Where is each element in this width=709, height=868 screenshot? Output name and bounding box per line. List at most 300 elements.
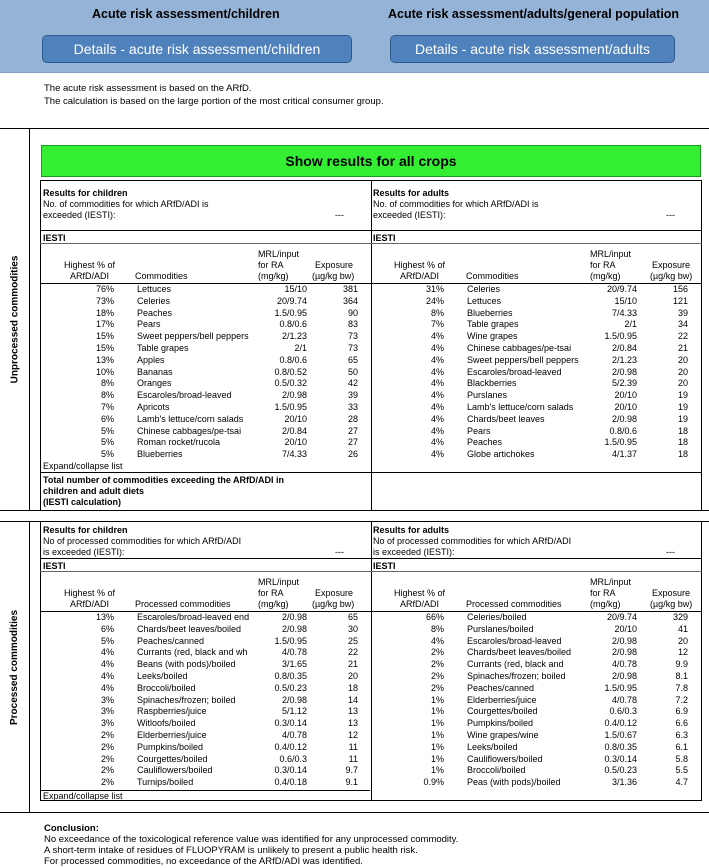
pct-cell: 4% — [430, 413, 444, 424]
table-row — [372, 658, 692, 670]
commodity-cell: Lamb's lettuce/corn salads — [137, 413, 244, 424]
exposure-cell: 18 — [677, 449, 688, 460]
exposure-cell: 19 — [677, 413, 688, 424]
mrl-cell: 20/10 — [284, 437, 307, 448]
pct-cell: 4% — [430, 343, 444, 353]
exposure-cell: 9.7 — [345, 765, 358, 776]
commodity-cell: Elderberries/juice — [137, 730, 207, 740]
pct-cell: 4% — [100, 682, 114, 693]
exposure-cell: 22 — [347, 647, 358, 658]
table-row — [42, 283, 362, 295]
exposure-cell: 42 — [347, 378, 358, 389]
mrl-cell: 0.5/0.23 — [274, 682, 307, 693]
mrl-cell: 4/1.37 — [611, 449, 637, 460]
mrl-cell: 2/0.98 — [611, 635, 637, 646]
table-row — [372, 448, 692, 460]
exposure-cell: 73 — [347, 331, 358, 342]
exposure-cell: 19 — [677, 402, 688, 412]
total-line-1: Total number of commodities exceeding the ARfD/ADI in — [43, 475, 285, 485]
pct-cell: 73% — [95, 295, 114, 306]
mrl-cell: 20/9.74 — [606, 612, 637, 622]
exposure-cell: 12 — [347, 730, 358, 740]
exposure-cell: 20 — [677, 378, 688, 389]
commodity-cell: Escaroles/broad-leaved — [467, 366, 562, 377]
mrl-cell: 7/4.33 — [611, 307, 637, 318]
pct-cell: 6% — [100, 413, 114, 424]
proc-adults-col-exposure-2: (µg/kg bw) — [650, 599, 693, 609]
table-row — [372, 776, 692, 788]
commodity-cell: Raspberries/juice — [137, 706, 207, 717]
table-row — [372, 318, 692, 330]
commodity-cell: Apricots — [137, 402, 170, 412]
mrl-cell: 4/0.78 — [281, 730, 307, 740]
table-row — [372, 425, 692, 437]
table-row — [372, 670, 692, 682]
pct-cell: 3% — [100, 694, 114, 705]
mrl-cell: 2/1.23 — [281, 331, 307, 342]
exposure-cell: 33 — [347, 402, 358, 412]
table-row — [42, 741, 362, 753]
proc-adults-iesti: IESTI — [373, 561, 396, 571]
table-row — [42, 366, 362, 378]
commodity-cell: Blueberries — [467, 307, 513, 318]
pct-cell: 2% — [100, 741, 114, 752]
exposure-cell: 20 — [677, 635, 688, 646]
unproc-adults-col-pct-1: Highest % of — [393, 260, 445, 270]
table-row — [372, 717, 692, 729]
pct-cell: 4% — [430, 425, 444, 436]
exposure-cell: 4.7 — [675, 777, 688, 788]
conclusion-line-3: For processed commodities, no exceedance of the ARfD/ADI was identified. — [44, 856, 363, 867]
unproc-children-sub2: exceeded (IESTI): — [43, 210, 116, 220]
mrl-cell: 1.5/0.95 — [604, 331, 637, 342]
proc-children-col-pct-1: Highest % of — [63, 588, 115, 598]
mrl-cell: 15/10 — [284, 284, 307, 294]
table-row — [372, 753, 692, 765]
commodity-cell: Cauliflowers/boiled — [137, 765, 213, 776]
pct-cell: 4% — [430, 366, 444, 377]
pct-cell: 2% — [100, 753, 114, 764]
exposure-cell: 5.5 — [675, 765, 688, 776]
pct-cell: 2% — [430, 682, 444, 693]
mrl-cell: 2/1 — [294, 343, 307, 353]
children-details-button[interactable]: Details - acute risk assessment/children — [42, 35, 352, 63]
mrl-cell: 4/0.78 — [281, 647, 307, 658]
pct-cell: 8% — [100, 390, 114, 401]
proc-children-sub1: No of processed commodities for which ARfD/ADI — [43, 536, 242, 546]
total-line-3: (IESTI calculation) — [43, 497, 122, 507]
pct-cell: 5% — [100, 635, 114, 646]
table-row — [372, 330, 692, 342]
exposure-cell: 13 — [347, 706, 358, 717]
pct-cell: 1% — [430, 706, 444, 717]
mrl-cell: 20/10 — [614, 402, 637, 412]
exposure-cell: 28 — [347, 413, 358, 424]
proc-children-title: Results for children — [43, 525, 128, 535]
commodity-cell: Bananas — [137, 366, 173, 377]
table-row — [372, 705, 692, 717]
proc-adults-col-exposure-1: Exposure — [652, 588, 691, 598]
pct-cell: 8% — [100, 378, 114, 389]
table-row — [42, 635, 362, 647]
table-row — [42, 670, 362, 682]
commodity-cell: Spinaches/frozen; boiled — [467, 671, 566, 681]
pct-cell: 4% — [430, 354, 444, 365]
commodity-cell: Oranges — [137, 378, 172, 389]
table-row — [372, 307, 692, 319]
table-row — [372, 283, 692, 295]
table-row — [42, 611, 362, 623]
table-row — [372, 366, 692, 378]
exposure-cell: 39 — [347, 390, 358, 401]
commodity-cell: Pumpkins/boiled — [467, 718, 534, 729]
commodity-cell: Escaroles/broad-leaved end — [137, 612, 250, 622]
mrl-cell: 2/0.98 — [611, 413, 637, 424]
commodity-cell: Turnips/boiled — [137, 777, 194, 788]
proc-adults-col-mrl-1: MRL/input — [590, 577, 632, 587]
exposure-cell: 364 — [342, 295, 358, 306]
exposure-cell: 34 — [677, 319, 688, 330]
mrl-cell: 5/1.12 — [281, 706, 307, 717]
unprocessed-side-label: Unprocessed commodities — [0, 128, 30, 511]
exposure-cell: 90 — [347, 307, 358, 318]
commodity-cell: Witloofs/boiled — [137, 718, 196, 729]
proc-children-col-exposure-2: (µg/kg bw) — [312, 599, 355, 609]
mrl-cell: 0.4/0.12 — [274, 741, 307, 752]
proc-children-col-exposure-1: Exposure — [315, 588, 354, 598]
adults-details-button[interactable]: Details - acute risk assessment/adults — [390, 35, 675, 63]
proc-children-count: --- — [335, 547, 344, 557]
table-row — [42, 330, 362, 342]
note-line-2: The calculation is based on the large portion of the most critical consumer group. — [44, 96, 384, 107]
pct-cell: 17% — [95, 319, 114, 330]
proc-adults-count: --- — [666, 547, 675, 557]
pct-cell: 1% — [430, 730, 444, 740]
mrl-cell: 5/2.39 — [611, 378, 637, 389]
proc-adults-col-mrl-2: for RA — [590, 588, 616, 598]
exposure-cell: 21 — [677, 343, 688, 353]
mrl-cell: 1.5/0.95 — [274, 307, 307, 318]
exposure-cell: 381 — [342, 284, 358, 294]
exposure-cell: 13 — [347, 718, 358, 729]
unproc-children-col-exposure-2: (µg/kg bw) — [312, 271, 355, 281]
pct-cell: 8% — [430, 623, 444, 634]
mrl-cell: 0.3/0.14 — [274, 718, 307, 729]
commodity-cell: Escaroles/broad-leaved — [467, 635, 562, 646]
mrl-cell: 20/9.74 — [276, 295, 307, 306]
table-row — [42, 694, 362, 706]
commodity-cell: Chards/beet leaves/boiled — [467, 647, 572, 658]
mrl-cell: 0.8/0.35 — [274, 671, 307, 681]
exposure-cell: 30 — [347, 623, 358, 634]
pct-cell: 2% — [100, 765, 114, 776]
pct-cell: 4% — [430, 449, 444, 460]
pct-cell: 18% — [95, 307, 114, 318]
commodity-cell: Chards/beet leaves — [467, 413, 545, 424]
pct-cell: 4% — [430, 390, 444, 401]
pct-cell: 1% — [430, 741, 444, 752]
processed-side-label: Processed commodities — [0, 521, 30, 813]
pct-cell: 15% — [95, 331, 114, 342]
exposure-cell: 22 — [677, 331, 688, 342]
commodity-cell: Pears — [467, 425, 491, 436]
commodity-cell: Globe artichokes — [467, 449, 535, 460]
show-all-crops-button[interactable]: Show results for all crops — [41, 145, 701, 177]
unproc-adults-col-commodity: Commodities — [466, 271, 519, 281]
table-row — [372, 729, 692, 741]
pct-cell: 66% — [425, 612, 444, 622]
table-row — [42, 729, 362, 741]
exposure-cell: 18 — [677, 437, 688, 448]
pct-cell: 3% — [100, 718, 114, 729]
commodity-cell: Courgettes/boiled — [137, 753, 208, 764]
unproc-children-title: Results for children — [43, 188, 128, 198]
exposure-cell: 83 — [347, 319, 358, 330]
mrl-cell: 3/1.36 — [611, 777, 637, 788]
proc-adults-title: Results for adults — [373, 525, 450, 535]
table-row — [42, 295, 362, 307]
pct-cell: 5% — [100, 437, 114, 448]
proc-children-col-commodity: Processed commodities — [135, 599, 231, 609]
mrl-cell: 20/10 — [614, 623, 637, 634]
table-row — [42, 354, 362, 366]
table-row — [42, 717, 362, 729]
unproc-adults-sub1: No. of commodities for which ARfD/ADI is — [373, 199, 539, 209]
table-row — [42, 764, 362, 776]
table-row — [42, 646, 362, 658]
pct-cell: 5% — [100, 425, 114, 436]
mrl-cell: 1.5/0.95 — [604, 437, 637, 448]
table-row — [42, 448, 362, 460]
pct-cell: 3% — [100, 706, 114, 717]
mrl-cell: 0.3/0.14 — [274, 765, 307, 776]
proc-children-iesti: IESTI — [43, 561, 66, 571]
commodity-cell: Wine grapes/wine — [467, 730, 539, 740]
exposure-cell: 12 — [677, 647, 688, 658]
exposure-cell: 8.1 — [675, 671, 688, 681]
commodity-cell: Peaches/canned — [137, 635, 205, 646]
pct-cell: 1% — [430, 753, 444, 764]
unproc-children-col-mrl-1: MRL/input — [258, 249, 300, 259]
exposure-cell: 329 — [672, 612, 688, 622]
pct-cell: 15% — [95, 343, 114, 353]
conclusion-line-1: No exceedance of the toxicological reference value was identified for any unprocessed commodity. — [44, 834, 459, 845]
exposure-cell: 9.1 — [345, 777, 358, 788]
exposure-cell: 6.9 — [675, 706, 688, 717]
table-row — [42, 623, 362, 635]
pct-cell: 31% — [425, 284, 444, 294]
exposure-cell: 6.1 — [675, 741, 688, 752]
commodity-cell: Lettuces — [467, 295, 502, 306]
mrl-cell: 2/0.84 — [281, 425, 307, 436]
pct-cell: 6% — [100, 623, 114, 634]
commodity-cell: Roman rocket/rucola — [137, 437, 221, 448]
mrl-cell: 1.5/0.95 — [604, 682, 637, 693]
exposure-cell: 6.3 — [675, 730, 688, 740]
pct-cell: 2% — [100, 777, 114, 788]
table-row — [42, 436, 362, 448]
commodity-cell: Spinaches/frozen; boiled — [137, 694, 236, 705]
mrl-cell: 0.4/0.12 — [604, 718, 637, 729]
mrl-cell: 2/1 — [624, 319, 637, 330]
unproc-children-col-mrl-2: for RA — [258, 260, 284, 270]
exposure-cell: 26 — [347, 449, 358, 460]
exposure-cell: 39 — [677, 307, 688, 318]
pct-cell: 4% — [430, 635, 444, 646]
pct-cell: 10% — [95, 366, 114, 377]
proc-children-col-mrl-1: MRL/input — [258, 577, 300, 587]
exposure-cell: 14 — [347, 694, 358, 705]
exposure-cell: 50 — [347, 366, 358, 377]
mrl-cell: 2/0.98 — [281, 623, 307, 634]
mrl-cell: 0.8/0.6 — [279, 319, 307, 330]
exposure-cell: 41 — [677, 623, 688, 634]
unproc-children-col-pct-1: Highest % of — [63, 260, 115, 270]
unproc-adults-col-pct-2: ARfD/ADI — [399, 271, 439, 281]
pct-cell: 2% — [100, 730, 114, 740]
proc-expand-link[interactable]: Expand/collapse list — [43, 791, 123, 801]
header-band — [0, 0, 709, 73]
exposure-cell: 5.8 — [675, 753, 688, 764]
commodity-cell: Leeks/boiled — [137, 671, 188, 681]
pct-cell: 4% — [430, 378, 444, 389]
exposure-cell: 20 — [677, 366, 688, 377]
commodity-cell: Sweet peppers/bell peppers — [467, 354, 579, 365]
unproc-children-col-exposure-1: Exposure — [315, 260, 354, 270]
commodity-cell: Table grapes — [137, 343, 189, 353]
commodity-cell: Peas (with pods)/boiled — [467, 777, 561, 788]
commodity-cell: Broccoli/boiled — [137, 682, 196, 693]
pct-cell: 7% — [100, 402, 114, 412]
commodity-cell: Sweet peppers/bell peppers — [137, 331, 249, 342]
commodity-cell: Elderberries/juice — [467, 694, 537, 705]
pct-cell: 1% — [430, 718, 444, 729]
unproc-children-col-commodity: Commodities — [135, 271, 188, 281]
table-row — [372, 342, 692, 354]
commodity-cell: Pears — [137, 319, 161, 330]
mrl-cell: 0.3/0.14 — [604, 753, 637, 764]
commodity-cell: Wine grapes — [467, 331, 518, 342]
children-section-title: Acute risk assessment/children — [92, 7, 280, 21]
commodity-cell: Peaches/canned — [467, 682, 535, 693]
commodity-cell: Celeries — [137, 295, 171, 306]
mrl-cell: 0.4/0.18 — [274, 777, 307, 788]
proc-children-col-mrl-3: (mg/kg) — [258, 599, 289, 609]
table-row — [372, 764, 692, 776]
unproc-adults-col-mrl-2: for RA — [590, 260, 616, 270]
pct-cell: 2% — [430, 659, 444, 670]
unproc-expand-link[interactable]: Expand/collapse list — [43, 461, 123, 471]
table-row — [372, 646, 692, 658]
table-row — [42, 307, 362, 319]
mrl-cell: 1.5/0.67 — [604, 730, 637, 740]
pct-cell: 4% — [100, 659, 114, 670]
table-row — [42, 413, 362, 425]
table-row — [42, 401, 362, 413]
pct-cell: 4% — [100, 647, 114, 658]
total-line-2: children and adult diets — [43, 486, 145, 496]
exposure-cell: 11 — [348, 741, 358, 752]
mrl-cell: 0.5/0.23 — [604, 765, 637, 776]
proc-children-col-pct-2: ARfD/ADI — [69, 599, 109, 609]
mrl-cell: 2/0.84 — [611, 343, 637, 353]
commodity-cell: Chinese cabbages/pe-tsai — [137, 425, 242, 436]
unproc-children-iesti: IESTI — [43, 233, 66, 243]
pct-cell: 5% — [100, 449, 114, 460]
commodity-cell: Pumpkins/boiled — [137, 741, 204, 752]
exposure-cell: 19 — [677, 390, 688, 401]
mrl-cell: 0.8/0.6 — [609, 425, 637, 436]
commodity-cell: Peaches — [467, 437, 503, 448]
table-row — [372, 413, 692, 425]
note-line-1: The acute risk assessment is based on the ARfD. — [44, 83, 252, 94]
unproc-children-sub1: No. of commodities for which ARfD/ADI is — [43, 199, 209, 209]
exposure-cell: 18 — [347, 682, 358, 693]
commodity-cell: Purslanes/boiled — [467, 623, 534, 634]
commodity-cell: Celeries — [467, 284, 501, 294]
unproc-adults-col-exposure-2: (µg/kg bw) — [650, 271, 693, 281]
commodity-cell: Lamb's lettuce/corn salads — [467, 402, 574, 412]
commodity-cell: Broccoli/boiled — [467, 765, 526, 776]
table-row — [372, 694, 692, 706]
unproc-children-count: --- — [335, 210, 344, 220]
proc-adults-sub2: is exceeded (IESTI): — [373, 547, 455, 557]
proc-adults-col-commodity: Processed commodities — [466, 599, 562, 609]
table-row — [372, 354, 692, 366]
exposure-cell: 25 — [347, 635, 358, 646]
pct-cell: 1% — [430, 765, 444, 776]
exposure-cell: 20 — [677, 354, 688, 365]
proc-children-sub2: is exceeded (IESTI): — [43, 547, 125, 557]
pct-cell: 1% — [430, 694, 444, 705]
mrl-cell: 1.5/0.95 — [274, 402, 307, 412]
exposure-cell: 6.6 — [675, 718, 688, 729]
commodity-cell: Beans (with pods)/boiled — [137, 659, 236, 670]
commodity-cell: Chards/beet leaves/boiled — [137, 623, 242, 634]
pct-cell: 13% — [95, 612, 114, 622]
commodity-cell: Celeries/boiled — [467, 612, 527, 622]
table-row — [42, 658, 362, 670]
mrl-cell: 2/0.98 — [281, 612, 307, 622]
exposure-cell: 11 — [348, 753, 358, 764]
commodity-cell: Escaroles/broad-leaved — [137, 390, 232, 401]
unproc-children-col-mrl-3: (mg/kg) — [258, 271, 289, 281]
table-row — [42, 389, 362, 401]
exposure-cell: 27 — [347, 425, 358, 436]
exposure-cell: 65 — [347, 612, 358, 622]
exposure-cell: 9.9 — [675, 659, 688, 670]
commodity-cell: Lettuces — [137, 284, 172, 294]
pct-cell: 4% — [430, 437, 444, 448]
mrl-cell: 4/0.78 — [611, 694, 637, 705]
exposure-cell: 27 — [347, 437, 358, 448]
table-row — [372, 682, 692, 694]
mrl-cell: 0.8/0.35 — [604, 741, 637, 752]
commodity-cell: Table grapes — [467, 319, 519, 330]
mrl-cell: 2/1.23 — [611, 354, 637, 365]
pct-cell: 0.9% — [423, 777, 444, 788]
pct-cell: 8% — [430, 307, 444, 318]
unproc-adults-iesti: IESTI — [373, 233, 396, 243]
exposure-cell: 20 — [347, 671, 358, 681]
commodity-cell: Courgettes/boiled — [467, 706, 538, 717]
table-row — [42, 705, 362, 717]
exposure-cell: 121 — [672, 295, 688, 306]
mrl-cell: 3/1.65 — [281, 659, 307, 670]
exposure-cell: 21 — [347, 659, 358, 670]
pct-cell: 4% — [430, 402, 444, 412]
mrl-cell: 20/9.74 — [606, 284, 637, 294]
